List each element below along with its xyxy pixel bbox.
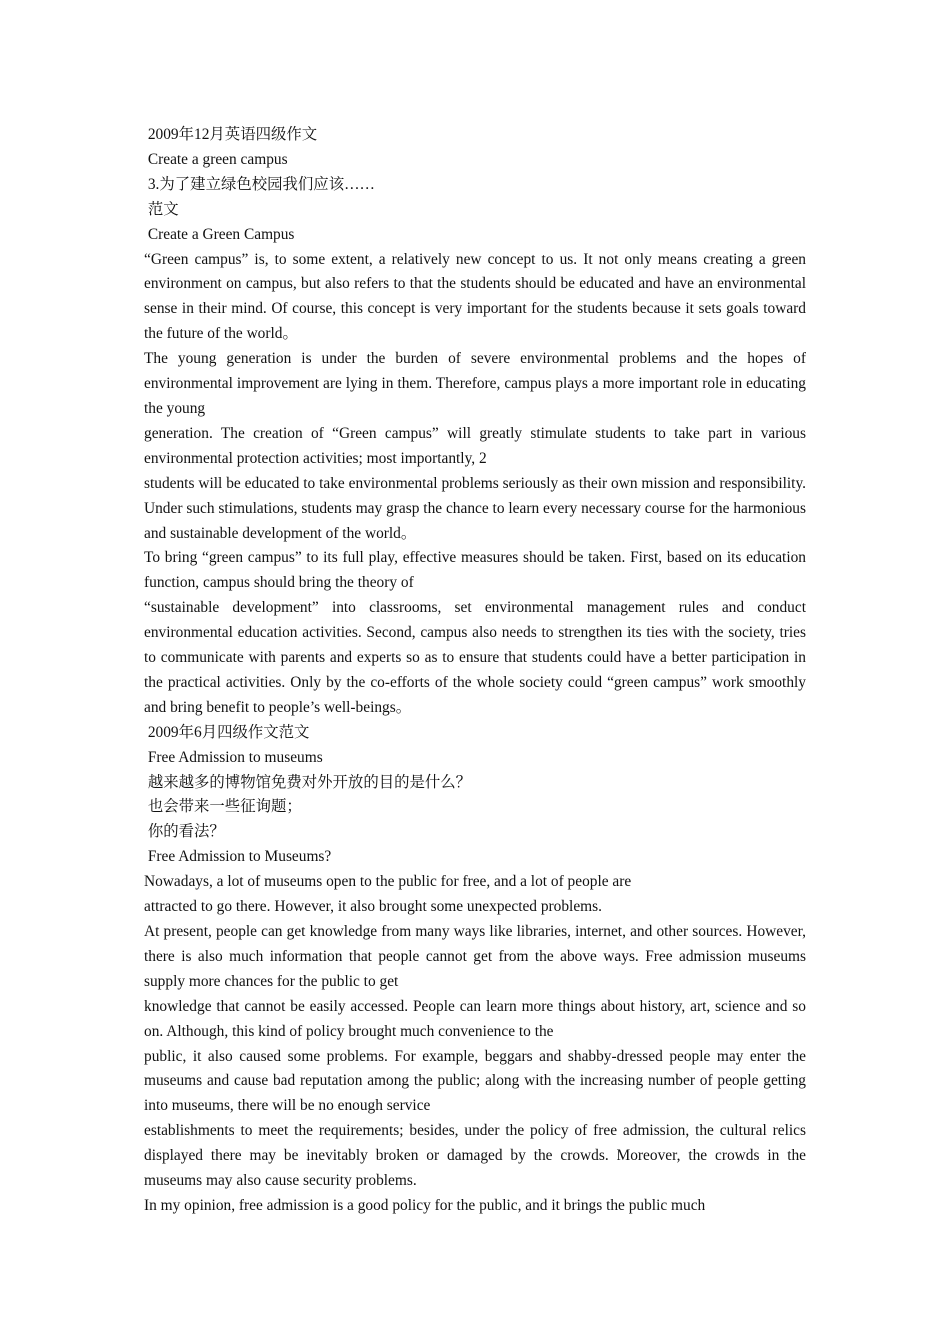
section-heading-dec-2009: 2009年12月英语四级作文: [144, 126, 318, 143]
paragraph: In my opinion, free admission is a good policy for the public, and it brings the public much: [144, 1196, 706, 1214]
paragraph: “Green campus” is, to some extent, a relatively new concept to us. It not only means creating a green environment on campus, but also refers to that the students should be educated and have an environmental sense in their mind. Of course, this concept is very important for the students because it sets goals toward the future of the world。: [144, 250, 806, 343]
paragraph: establishments to meet the requirements; besides, under the policy of free admission, the cultural relics displayed there may be inevitably broken or damaged by the crowds. Moreover, the crowds in the museums may also cause security problems.: [144, 1122, 806, 1190]
essay-prompt: 3.为了建立绿色校园我们应该……: [144, 175, 375, 193]
section-heading-jun-2009: 2009年6月四级作文范文: [144, 723, 310, 741]
paragraph: Nowadays, a lot of museums open to the public for free, and a lot of people are: [144, 873, 632, 891]
paragraph: public, it also caused some problems. For example, beggars and shabby-dressed people may enter the museums and cause bad reputation among the public; along with the increasing number of people getting into museums, there will be no enough service: [144, 1047, 806, 1115]
essay-prompt: 越来越多的博物馆免费对外开放的目的是什么？: [144, 773, 472, 791]
essay-title: Create a Green Campus: [144, 225, 295, 243]
sample-label: 范文: [144, 200, 179, 218]
essay-prompt: 也会带来一些征询题；: [144, 798, 302, 816]
essay-title: Free Admission to Museums?: [144, 848, 332, 866]
document-page: [144, 123, 806, 1219]
essay-topic: Create a green campus: [144, 150, 288, 168]
paragraph: knowledge that cannot be easily accessed. People can learn more things about history, art, science and so on. Although, this kind of policy brought much convenience to the: [144, 997, 806, 1040]
paragraph: students will be educated to take environmental problems seriously as their own mission and responsibility. Under such stimulations, students may grasp the chance to learn every necessary course for the harmonious and sustainable development of the world。: [144, 474, 806, 542]
paragraph: The young generation is under the burden of severe environmental problems and the hopes of environmental improvement are lying in them. Therefore, campus plays a more important role in educating the young: [144, 350, 806, 417]
paragraph: attracted to go there. However, it also brought some unexpected problems.: [144, 898, 602, 916]
paragraph: “sustainable development” into classrooms, set environmental management rules and conduct environmental education activities. Second, campus also needs to strengthen its ties with the society, tries to communicate with parents and experts so as to ensure that students could have a better participation in the practical activities. Only by the co-efforts of the whole society could “green campus” work smoothly and bring benefit to people’s well-beings。: [144, 599, 806, 716]
essay-prompt: 你的看法？: [144, 823, 225, 841]
paragraph: To bring “green campus” to its full play, effective measures should be taken. First, based on its education function, campus should bring the theory of: [144, 549, 806, 592]
paragraph: generation. The creation of “Green campus” will greatly stimulate students to take part in various environmental protection activities; most importantly, 2: [144, 424, 806, 467]
essay-topic: Free Admission to museums: [144, 748, 323, 766]
paragraph: At present, people can get knowledge from many ways like libraries, internet, and other sources. However, there is also much information that people cannot get from the above ways. Free admission museums supply more chances for the public to get: [144, 923, 806, 990]
